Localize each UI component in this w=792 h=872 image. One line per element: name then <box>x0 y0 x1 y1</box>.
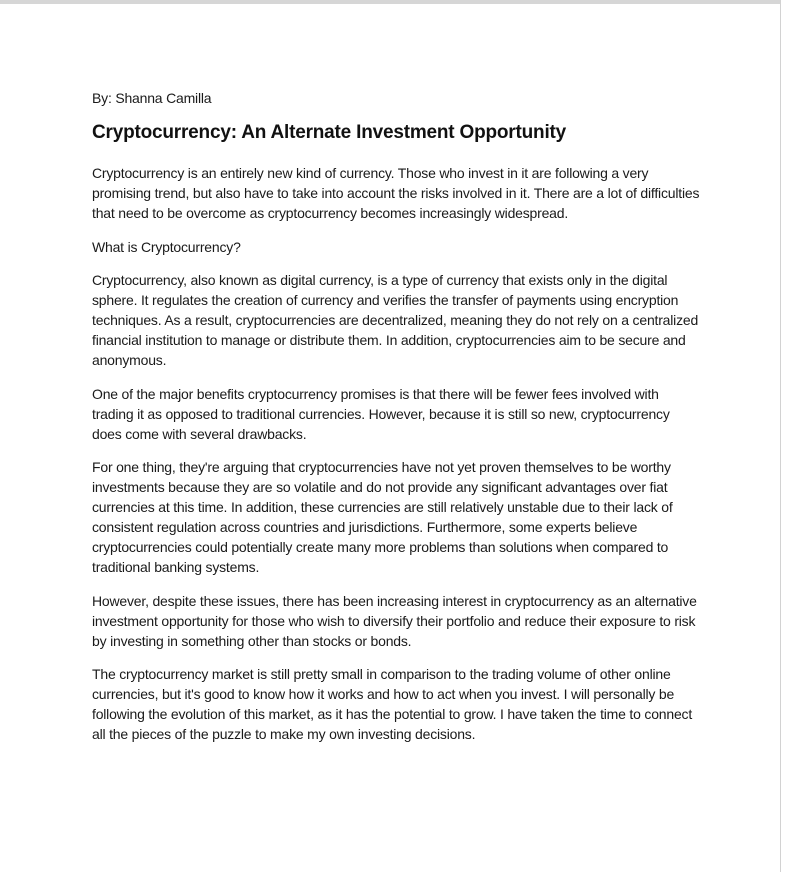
page-right-edge <box>780 0 781 872</box>
paragraph-drawbacks: For one thing, they're arguing that cryptocurrencies have not yet proven themselves to be worthy investments because they are so volatile and do not provide any significant advantages over fiat currencies at this time. In addition, these currencies are still relatively unstable due to their lack of consistent regulation across countries and jurisdictions. Furthermore, some experts believe cryptocurrencies could potentially create many more problems than solutions when compared to traditional banking systems. <box>92 459 673 575</box>
document-title: Cryptocurrency: An Alternate Investment Opportunity <box>92 122 567 143</box>
paragraph-interest: However, despite these issues, there has been increasing interest in cryptocurrency as an alternative investment opportunity for those who wish to diversify their portfolio and reduce their exposure to risk by investing in something other than stocks or bonds. <box>92 592 697 649</box>
paragraph-intro: Cryptocurrency is an entirely new kind of currency. Those who invest in it are following a very promising trend, but also have to take into account the risks involved in it. There are a lot of difficulties that need to be overcome as cryptocurrency becomes increasingly widespread. <box>92 165 700 221</box>
paragraph-definition: Cryptocurrency, also known as digital currency, is a type of currency that exists only in the digital sphere. It regulates the creation of currency and verifies the transfer of payments using encryption techniques. As a result, cryptocurrencies are decentralized, meaning they do not rely on a centralized financial institution to manage or distribute them. In addition, cryptocurrencies aim to be secure and anonymous. <box>92 272 699 368</box>
paragraph-benefits: One of the major benefits cryptocurrency promises is that there will be fewer fees involved with trading it as opposed to traditional currencies. However, because it is still so new, cryptocurrency does come with several drawbacks. <box>92 385 670 442</box>
paragraph-market-outlook: The cryptocurrency market is still pretty small in comparison to the trading volume of other online currencies, but it's good to know how it works and how to act when you invest. I will personally be following the evolution of this market, as it has the potential to grow. I have taken the time to connect all the pieces of the puzzle to make my own investing decisions. <box>92 666 693 742</box>
document-content <box>92 0 702 758</box>
byline: By: Shanna Camilla <box>92 90 212 106</box>
paragraph-what-is-question: What is Cryptocurrency? <box>92 238 241 255</box>
